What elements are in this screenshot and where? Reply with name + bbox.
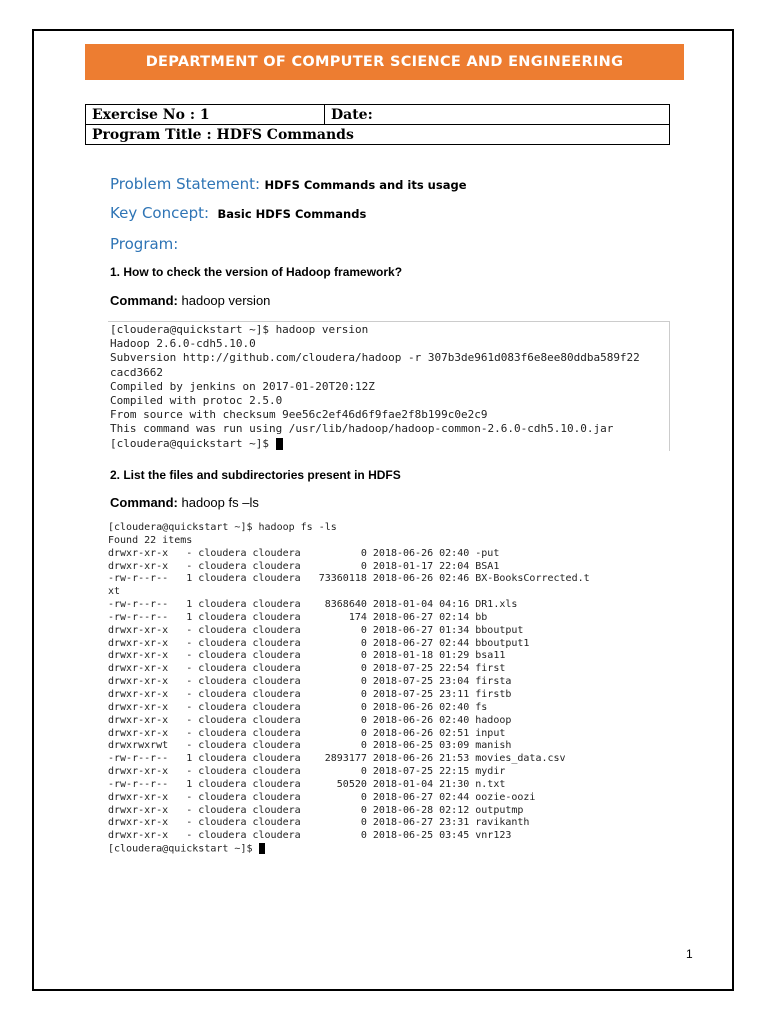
problem-statement-text: HDFS Commands and its usage [264, 178, 467, 192]
terminal-line: drwxr-xr-x - cloudera cloudera 0 2018-06-26 02:40 hadoop [108, 714, 512, 726]
terminal-line: drwxr-xr-x - cloudera cloudera 0 2018-06-27 01:34 bboutput [108, 624, 524, 636]
terminal-line: [cloudera@quickstart ~]$ hadoop version [110, 323, 369, 336]
exercise-header-table [85, 104, 670, 145]
terminal-line: -rw-r--r-- 1 cloudera cloudera 73360118 2018-06-26 02:46 BX-BooksCorrected.t [108, 573, 590, 585]
problem-statement-label: Problem Statement: [110, 175, 261, 193]
terminal-line: drwxr-xr-x - cloudera cloudera 0 2018-07-25 23:11 firstb [108, 688, 512, 700]
program-label: Program: [110, 235, 179, 253]
cursor-icon [259, 843, 265, 854]
terminal-line: Found 22 items [108, 534, 193, 546]
terminal-line: Subversion http://github.com/cloudera/hadoop -r 307b3de961d083f6e8ee80ddba589f22 [110, 351, 640, 365]
terminal-line: -rw-r--r-- 1 cloudera cloudera 8368640 2018-01-04 04:16 DR1.xls [108, 599, 518, 611]
question-2: 2. List the files and subdirectories present in HDFS [110, 468, 401, 482]
terminal-line: cacd3662 [110, 365, 163, 379]
command-1 [110, 293, 270, 308]
terminal-line: -rw-r--r-- 1 cloudera cloudera 50520 2018-01-04 21:30 n.txt [108, 778, 506, 790]
terminal-line: drwxr-xr-x - cloudera cloudera 0 2018-06-27 02:44 bboutput1 [108, 637, 530, 649]
terminal-line: xt [108, 586, 121, 598]
program-title: Program Title : HDFS Commands [86, 125, 670, 145]
terminal-line: Compiled with protoc 2.5.0 [110, 394, 283, 408]
terminal-line: [cloudera@quickstart ~]$ hadoop fs -ls [108, 522, 337, 533]
terminal-line: drwxr-xr-x - cloudera cloudera 0 2018-01-18 01:29 bsa11 [108, 650, 506, 662]
key-concept [110, 204, 366, 223]
date-field: Date: [325, 105, 670, 125]
command-2 [110, 495, 259, 510]
terminal-prompt: [cloudera@quickstart ~]$ [108, 843, 259, 855]
page-number: 1 [686, 947, 693, 961]
terminal-line: Hadoop 2.6.0-cdh5.10.0 [110, 337, 256, 351]
exercise-number: Exercise No : 1 [86, 105, 325, 125]
terminal-line: drwxr-xr-x - cloudera cloudera 0 2018-06-26 02:51 input [108, 727, 506, 739]
terminal-line: drwxr-xr-x - cloudera cloudera 0 2018-06-26 02:40 -put [108, 547, 500, 559]
command-2-label: Command: [110, 495, 178, 510]
terminal-line: drwxr-xr-x - cloudera cloudera 0 2018-06-27 02:44 oozie-oozi [108, 791, 536, 803]
terminal-line: drwxr-xr-x - cloudera cloudera 0 2018-06-27 23:31 ravikanth [108, 817, 530, 829]
terminal-line: -rw-r--r-- 1 cloudera cloudera 174 2018-06-27 02:14 bb [108, 611, 488, 623]
terminal-prompt-line [108, 843, 668, 856]
terminal-prompt-line [110, 437, 667, 451]
terminal-line: drwxr-xr-x - cloudera cloudera 0 2018-06-25 03:45 vnr123 [108, 830, 512, 842]
terminal-line: drwxr-xr-x - cloudera cloudera 0 2018-07-25 23:04 firsta [108, 676, 512, 688]
key-concept-label: Key Concept: [110, 204, 210, 222]
department-banner: DEPARTMENT OF COMPUTER SCIENCE AND ENGINEERING [85, 44, 684, 80]
terminal-line: drwxr-xr-x - cloudera cloudera 0 2018-07-25 22:54 first [108, 663, 506, 675]
command-1-label: Command: [110, 293, 178, 308]
terminal-line: drwxr-xr-x - cloudera cloudera 0 2018-06-28 02:12 outputmp [108, 804, 524, 816]
terminal-line: drwxrwxrwt - cloudera cloudera 0 2018-06-25 03:09 manish [108, 740, 512, 752]
terminal-line: Compiled by jenkins on 2017-01-20T20:12Z [110, 379, 375, 393]
terminal-line: drwxr-xr-x - cloudera cloudera 0 2018-07-25 22:15 mydir [108, 766, 506, 778]
terminal-line: From source with checksum 9ee56c2ef46d6f9fae2f8b199c0e2c9 [110, 408, 488, 422]
terminal-line: drwxr-xr-x - cloudera cloudera 0 2018-06-26 02:40 fs [108, 701, 488, 713]
problem-statement [110, 175, 467, 194]
terminal-output-ls [108, 522, 668, 856]
terminal-line: -rw-r--r-- 1 cloudera cloudera 2893177 2018-06-26 21:53 movies_data.csv [108, 753, 566, 765]
terminal-line: drwxr-xr-x - cloudera cloudera 0 2018-01-17 22:04 BSA1 [108, 560, 500, 572]
terminal-output-version [108, 321, 670, 451]
terminal-prompt: [cloudera@quickstart ~]$ [110, 436, 276, 450]
command-1-text: hadoop version [177, 293, 271, 308]
question-1: 1. How to check the version of Hadoop framework? [110, 265, 403, 279]
command-2-text: hadoop fs –ls [177, 495, 259, 510]
key-concept-text: Basic HDFS Commands [217, 207, 367, 221]
program-heading [110, 235, 178, 254]
cursor-icon [276, 438, 283, 450]
terminal-line: This command was run using /usr/lib/hadoop/hadoop-common-2.6.0-cdh5.10.0.jar [110, 422, 614, 436]
